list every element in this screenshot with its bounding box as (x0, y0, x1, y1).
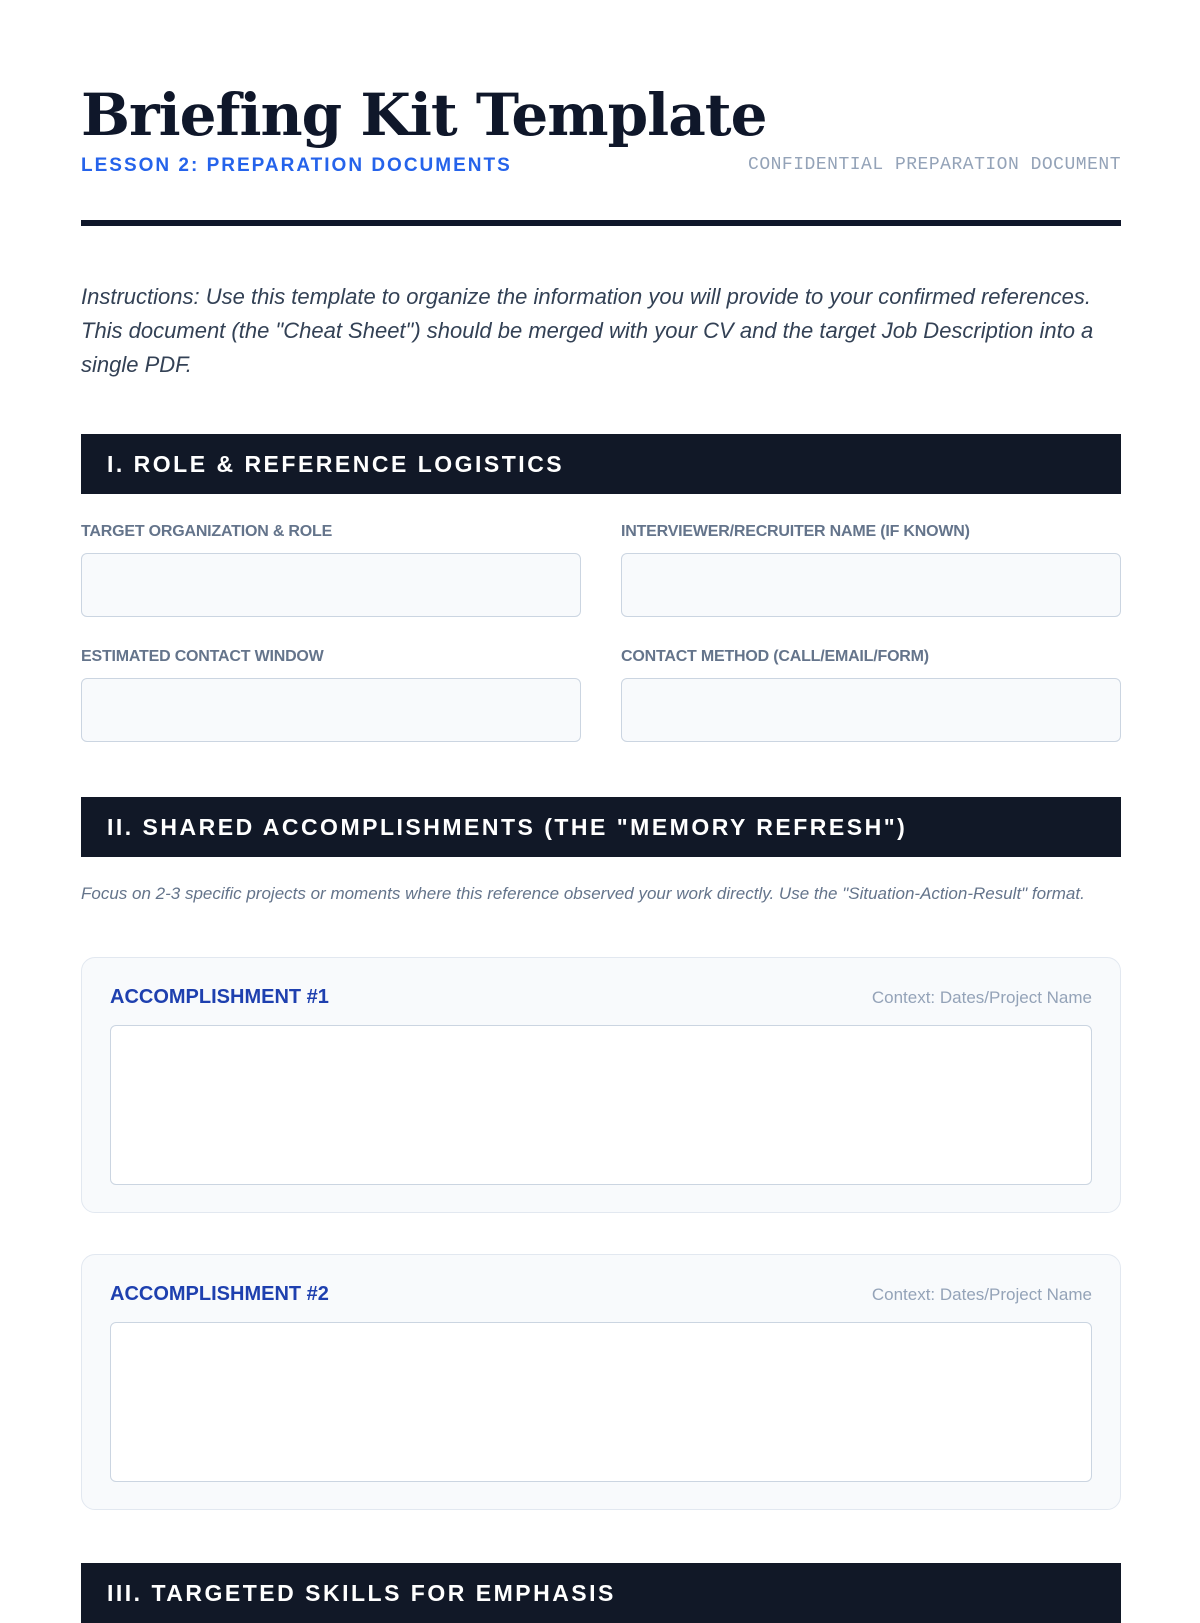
contact-window-label: ESTIMATED CONTACT WINDOW (81, 648, 324, 665)
accomplishment-textarea[interactable] (110, 1025, 1092, 1185)
interviewer-name-label: INTERVIEWER/RECRUITER NAME (IF KNOWN) (621, 523, 970, 540)
accomplishment-textarea[interactable] (110, 1322, 1092, 1482)
accomplishment-title: ACCOMPLISHMENT #1 (110, 986, 329, 1008)
accomplishment-title: ACCOMPLISHMENT #2 (110, 1283, 329, 1305)
target-organization-input[interactable] (81, 553, 581, 617)
instructions-text: Instructions: Use this template to organize the information you will provide to your confirmed references. This document (the "Cheat Sheet") should be merged with your CV and the target Job Description into a single PDF. (81, 284, 1094, 377)
contact-method-label: CONTACT METHOD (CALL/EMAIL/FORM) (621, 648, 929, 665)
accomplishment-context-hint: Context: Dates/Project Name (871, 988, 1092, 1007)
target-organization-label: TARGET ORGANIZATION & ROLE (81, 523, 333, 540)
interviewer-name-input[interactable] (621, 553, 1121, 617)
accomplishment-context-hint: Context: Dates/Project Name (871, 1285, 1092, 1304)
section-shared-accomplishments-header: II. SHARED ACCOMPLISHMENTS (THE "MEMORY REFRESH") (81, 797, 1121, 857)
section-role-logistics-header: I. ROLE & REFERENCE LOGISTICS (81, 434, 1121, 494)
contact-method-input[interactable] (621, 678, 1121, 742)
accomplishments-note: Focus on 2-3 specific projects or moments where this reference observed your work directly. Use the "Situation-Action-Result" format. (81, 884, 1085, 903)
lesson-subtitle: LESSON 2: PREPARATION DOCUMENTS (81, 155, 512, 176)
section-targeted-skills-header: III. TARGETED SKILLS FOR EMPHASIS (81, 1563, 1121, 1623)
accomplishment-card-2 (81, 1254, 1121, 1510)
accomplishment-card-1 (81, 957, 1121, 1213)
header-divider (81, 220, 1121, 226)
confidential-label: CONFIDENTIAL PREPARATION DOCUMENT (748, 155, 1121, 175)
contact-window-input[interactable] (81, 678, 581, 742)
document-title: Briefing Kit Template (81, 81, 767, 149)
